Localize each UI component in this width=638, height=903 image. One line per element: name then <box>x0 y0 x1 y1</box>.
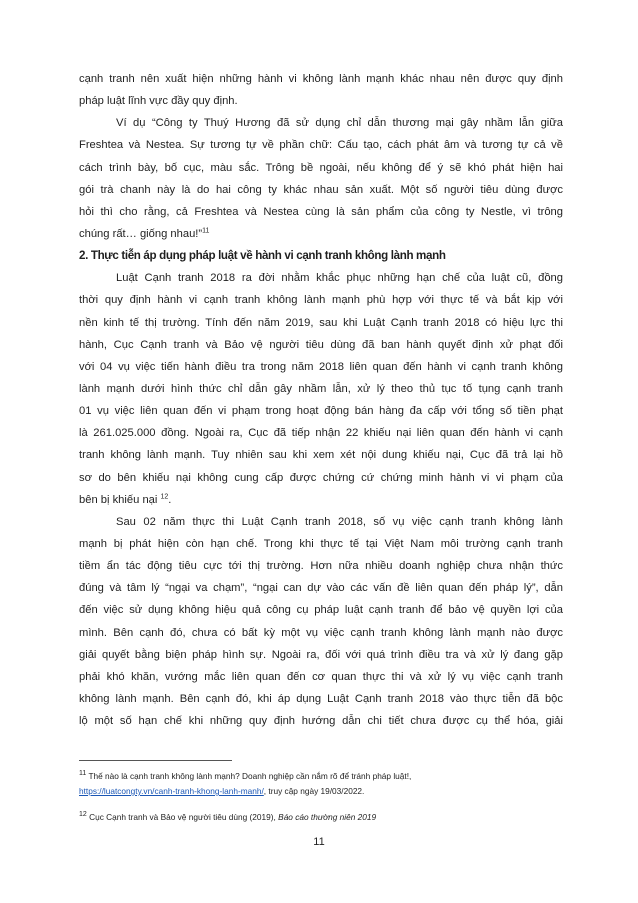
practice-line: tranh không lành mạnh. Tuy nhiên sau khi xem xét nội dung khiếu nại, Cục đã trả lại hồ <box>79 449 563 462</box>
practice-line: thời quy định hành vi cạnh tranh không lành mạnh phù hợp với thực tế và bắt kịp với <box>79 294 563 307</box>
example-line-text: chúng rất… giống nhau!” <box>79 227 203 240</box>
example-last-line <box>79 223 563 245</box>
later-line: mình. Bên cạnh đó, chưa có bất kỳ một vụ việc cạnh tranh không lành mạnh nào được <box>79 626 563 639</box>
paragraph-line: cạnh tranh nên xuất hiện những hành vi không lành mạnh khác nhau nên được quy định <box>79 73 563 85</box>
example-line: cách trình bày, bố cục, màu sắc. Trông bề ngoài, nếu không để ý sẽ khó phát hiện hai <box>79 161 563 174</box>
practice-line: là 261.025.000 đồng. Ngoài ra, Cục đã tiếp nhận 22 khiếu nại liên quan đến hành vi cạnh <box>79 427 563 440</box>
practice-line: lành mạnh dưới hình thức chỉ dẫn gây nhầm lẫn, xử lý theo thủ tục tố tụng cạnh tranh <box>79 382 563 395</box>
practice-line: sơ do bên khiếu nại không cung cấp được chứng cứ chứng minh hành vi vi phạm của <box>79 471 563 484</box>
later-line: đến việc sử dụng không hiệu quả công cụ pháp luật cạnh tranh để bảo vệ quyền lợi của <box>79 604 563 617</box>
footnote-separator <box>79 760 232 761</box>
later-line: đúng và tâm lý “ngại va chạm”, “ngại can dự vào các vấn đề liên quan đến pháp lý”, dẫn <box>79 582 563 595</box>
footnote-text: Cục Cạnh tranh và Bảo vệ người tiêu dùng (2019), <box>89 812 276 822</box>
footnote-access-date: , truy cập ngày 19/03/2022. <box>263 786 365 796</box>
practice-last-line <box>79 489 563 511</box>
practice-line: 01 vụ việc liên quan đến vi phạm trong hoạt động bán hàng đa cấp với tổng số tiền phạt <box>79 405 563 418</box>
later-line: phải khó khăn, vướng mắc liên quan đến cơ quan thực thi và xử lý vụ việc cạnh tranh <box>79 670 563 683</box>
later-line: không lành mạnh. Bên cạnh đó, khi áp dụng Luật Cạnh tranh 2018 vào thực tiễn đã bộc <box>79 692 563 705</box>
footnote-11 <box>79 769 563 799</box>
example-line: Freshtea và Nestea. Sự tương tự về phần chữ: Cấu tạo, cách phát âm và tương tự cả về <box>79 139 563 152</box>
later-line: Sau 02 năm thực thi Luật Cạnh tranh 2018, số vụ việc cạnh tranh không lành <box>116 515 563 528</box>
later-line: tiềm ẩn tác động tiêu cực tới thị trường. Hơn nữa nhiều doanh nghiệp chưa nhận thức <box>79 560 563 573</box>
paragraph-line: pháp luật lĩnh vực đầy quy định. <box>79 95 238 108</box>
practice-line: nền kinh tế thị trường. Tính đến năm 2019, sau khi Luật Cạnh tranh 2018 có hiệu lực thi <box>79 316 563 329</box>
footnote-number: 11 <box>79 770 87 778</box>
section-heading: 2. Thực tiễn áp dụng pháp luật về hành vi cạnh tranh không lành mạnh <box>79 249 446 263</box>
footnote-12 <box>79 810 563 825</box>
practice-end: . <box>168 493 172 506</box>
later-line: lộ một số hạn chế khi những quy định hướng dẫn chi tiết chưa được cụ thể hóa, giải <box>79 715 563 728</box>
footnotes <box>79 769 563 825</box>
example-line: gói trà chanh này là do hai công ty khác nhau sản xuất. Một số người tiêu dùng được <box>79 183 563 196</box>
footnote-text: Thế nào là cạnh tranh không lành mạnh? Doanh nghiệp cần nắm rõ để tránh pháp luật!, <box>88 771 412 781</box>
footnote-number: 12 <box>79 811 87 819</box>
footnote-report-title: Báo cáo thường niên 2019 <box>278 812 377 822</box>
example-line: hỏi thì cho rằng, cả Freshtea và Nestea cùng là sản phẩm của công ty Nestle, vì trông <box>79 205 563 218</box>
practice-line-text: bên bị khiếu nại <box>79 493 158 506</box>
practice-line: hành, Cục Cạnh tranh và Bảo vệ người tiêu dùng đã ban hành quyết định xử phạt đối <box>79 338 563 351</box>
page-number: 11 <box>313 836 325 848</box>
body-text <box>79 68 563 732</box>
later-line: giải quyết bằng biện pháp hình sự. Ngoài ra, đối với quá trình điều tra và xử lý đang gặp <box>79 648 563 661</box>
footnote-link[interactable]: https://luatcongty.vn/canh-tranh-khong-lanh-manh/ <box>79 786 264 796</box>
later-line: mạnh bị phát hiện còn hạn chế. Trong khi thực tế tại Việt Nam môi trường cạnh tranh <box>79 537 563 550</box>
practice-line: Luật Cạnh tranh 2018 ra đời nhằm khắc phục những hạn chế của luật cũ, đồng <box>116 272 563 285</box>
footnote-ref-11[interactable]: 11 <box>202 227 210 235</box>
practice-line: với 04 vụ việc tiến hành điều tra trong năm 2018 liên quan đến hành vi cạnh tranh không <box>79 360 563 373</box>
example-line: Ví dụ “Công ty Thuý Hương đã sử dụng chỉ dẫn thương mại gây nhầm lẫn giữa <box>116 117 563 130</box>
footnote-ref-12[interactable]: 12 <box>160 492 169 500</box>
